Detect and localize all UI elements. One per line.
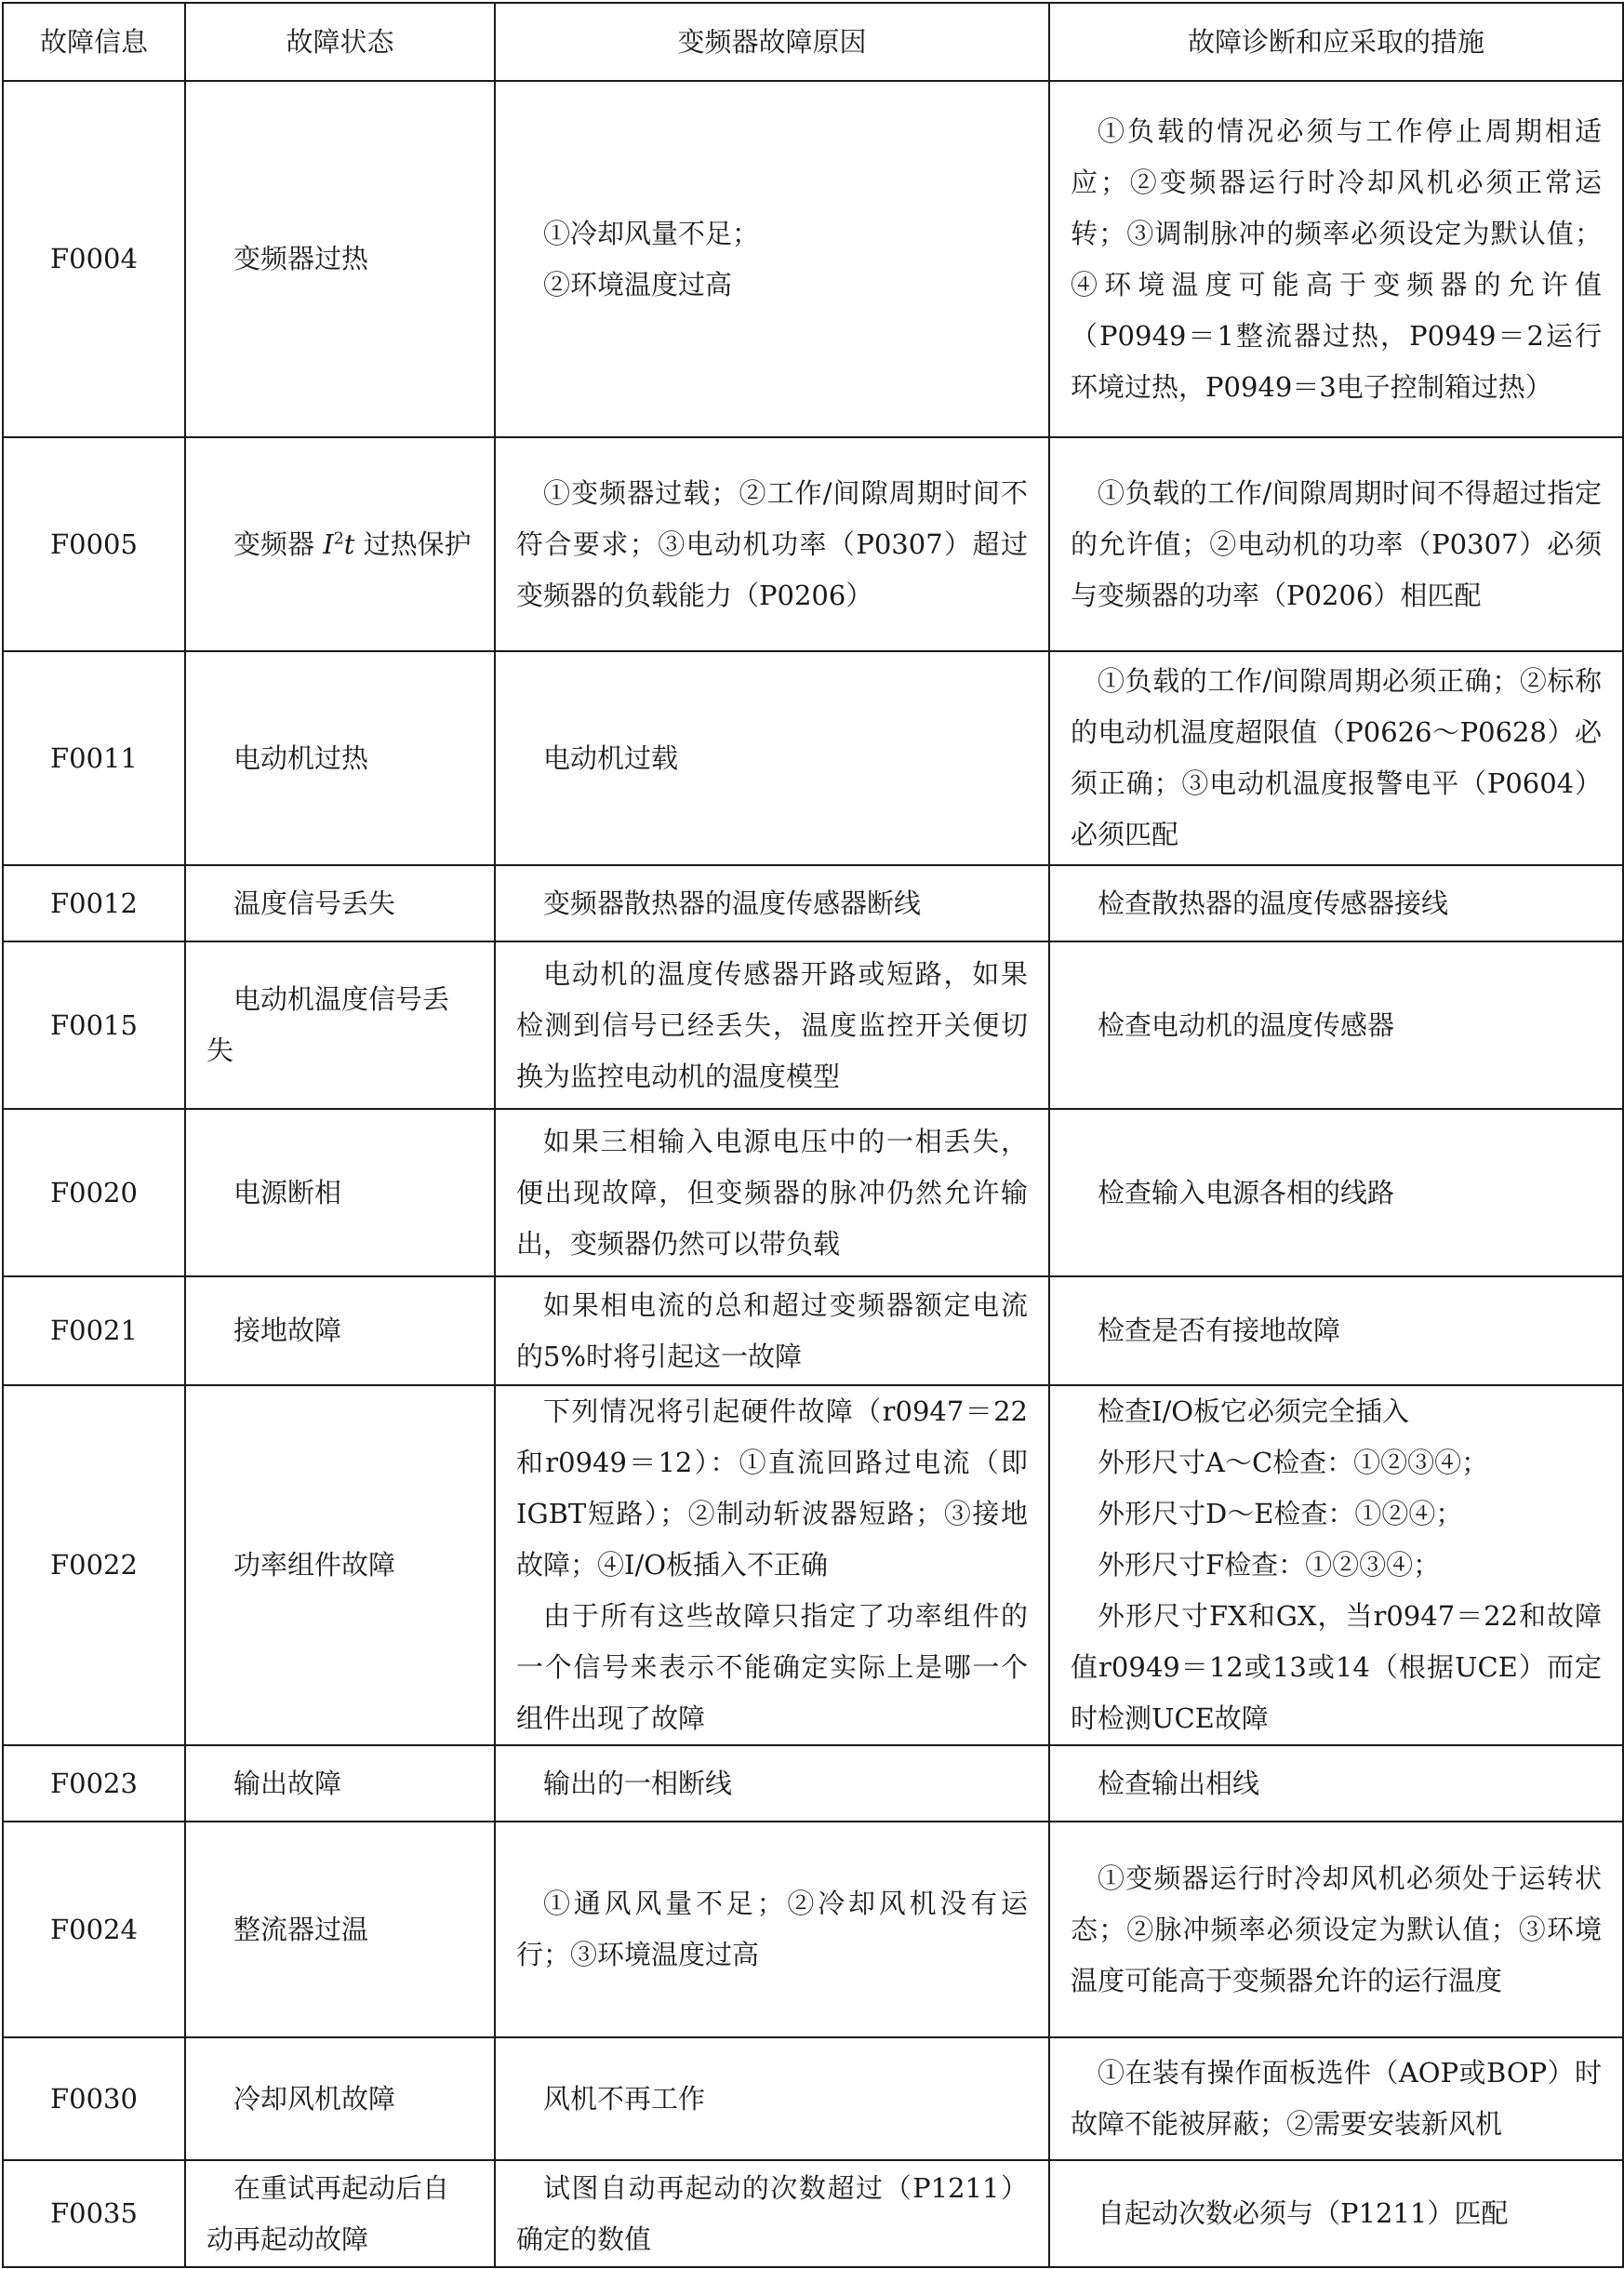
fault-state: 接地故障: [185, 1276, 495, 1385]
header-fault-info: 故障信息: [3, 3, 185, 81]
fault-code: F0023: [3, 1745, 185, 1822]
fault-action-line: 检查I/O板它必须完全插入: [1098, 1395, 1410, 1427]
fault-cause: 如果相电流的总和超过变频器额定电流的5%时将引起这一故障: [495, 1276, 1049, 1385]
fault-action-line: 外形尺寸FX和GX，当r0947＝22和故障值r0949＝12或13或14（根据UCE）而定时检测UCE故障: [1071, 1600, 1602, 1734]
fault-cause: 输出的一相断线: [495, 1745, 1049, 1822]
fault-action: ①负载的工作/间隙周期时间不得超过指定的允许值；②电动机的功率（P0307）必须与变频器的功率（P0206）相匹配: [1049, 437, 1623, 651]
fault-action: ①负载的情况必须与工作停止周期相适应；②变频器运行时冷却风机必须正常运转；③调制脉冲的频率必须设定为默认值；④环境温度可能高于变频器的允许值（P0949＝1整流器过热，P0949＝2运行环境过热，P0949＝3电子控制箱过热）: [1049, 81, 1623, 437]
fault-cause: 风机不再工作: [495, 2037, 1049, 2160]
table-row: [3, 865, 1623, 941]
fault-code: F0035: [3, 2160, 185, 2267]
fault-state: 在重试再起动后自动再起动故障: [185, 2160, 495, 2267]
table-row: [3, 1109, 1623, 1276]
fault-cause: ①通风风量不足；②冷却风机没有运行；③环境温度过高: [495, 1822, 1049, 2037]
fault-state: 电动机过热: [185, 651, 495, 865]
fault-action: [1049, 1385, 1623, 1745]
fault-code: F0015: [3, 941, 185, 1109]
table-row: [3, 2037, 1623, 2160]
table-row: [3, 1385, 1623, 1745]
fault-state-t: t: [343, 527, 355, 560]
fault-state-prefix: 变频器: [233, 527, 315, 560]
fault-state-superscript: 2: [333, 528, 344, 548]
fault-cause-line: ①冷却风量不足；: [543, 217, 760, 249]
fault-code: F0012: [3, 865, 185, 941]
fault-action: 检查电动机的温度传感器: [1049, 941, 1623, 1109]
fault-action: 检查输入电源各相的线路: [1049, 1109, 1623, 1276]
header-fault-state: 故障状态: [185, 3, 495, 81]
header-fault-cause: 变频器故障原因: [495, 3, 1049, 81]
table-row: [3, 437, 1623, 651]
fault-cause: 电动机过载: [495, 651, 1049, 865]
header-row: [3, 3, 1623, 81]
fault-cause: 试图自动再起动的次数超过（P1211）确定的数值: [495, 2160, 1049, 2267]
fault-action: 检查散热器的温度传感器接线: [1049, 865, 1623, 941]
fault-state: 整流器过温: [185, 1822, 495, 2037]
table-row: [3, 81, 1623, 437]
fault-state: 冷却风机故障: [185, 2037, 495, 2160]
table-row: [3, 1822, 1623, 2037]
fault-state: 温度信号丢失: [185, 865, 495, 941]
table-row: [3, 1276, 1623, 1385]
table-row: [3, 2160, 1623, 2267]
fault-action: 检查输出相线: [1049, 1745, 1623, 1822]
header-diagnosis-action: 故障诊断和应采取的措施: [1049, 3, 1623, 81]
fault-action-line: 外形尺寸D～E检查：①②④；: [1098, 1498, 1463, 1529]
fault-code: F0024: [3, 1822, 185, 2037]
fault-code: F0011: [3, 651, 185, 865]
fault-action-line: 外形尺寸A～C检查：①②③④；: [1098, 1447, 1489, 1478]
fault-action: ①在装有操作面板选件（AOP或BOP）时故障不能被屏蔽；②需要安装新风机: [1049, 2037, 1623, 2160]
fault-cause-line: ②环境温度过高: [543, 268, 733, 300]
fault-action: 自起动次数必须与（P1211）匹配: [1049, 2160, 1623, 2267]
fault-action: 检查是否有接地故障: [1049, 1276, 1623, 1385]
fault-cause-paragraph: 由于所有这些故障只指定了功率组件的一个信号来表示不能确定实际上是哪一个组件出现了故障: [516, 1600, 1028, 1734]
fault-code: F0030: [3, 2037, 185, 2160]
fault-state: 电源断相: [185, 1109, 495, 1276]
fault-state: 变频器过热: [185, 81, 495, 437]
fault-code: F0020: [3, 1109, 185, 1276]
table-row: [3, 1745, 1623, 1822]
fault-state: 电动机温度信号丢失: [185, 941, 495, 1109]
fault-action: ①变频器运行时冷却风机必须处于运转状态；②脉冲频率必须设定为默认值；③环境温度可能高于变频器允许的运行温度: [1049, 1822, 1623, 2037]
table-row: [3, 651, 1623, 865]
fault-cause: [495, 81, 1049, 437]
fault-cause: [495, 1385, 1049, 1745]
table-row: [3, 941, 1623, 1109]
fault-state: 功率组件故障: [185, 1385, 495, 1745]
fault-cause: ①变频器过载；②工作/间隙周期时间不符合要求；③电动机功率（P0307）超过变频器的负载能力（P0206）: [495, 437, 1049, 651]
fault-action-line: 外形尺寸F检查：①②③④；: [1098, 1549, 1441, 1581]
fault-code: F0021: [3, 1276, 185, 1385]
fault-state: 输出故障: [185, 1745, 495, 1822]
fault-state-I: I: [323, 527, 334, 560]
fault-code: F0005: [3, 437, 185, 651]
fault-cause-paragraph: 下列情况将引起硬件故障（r0947＝22和r0949＝12）：①直流回路过电流（即IGBT短路）；②制动斩波器短路；③接地故障；④I/O板插入不正确: [516, 1395, 1028, 1581]
fault-cause: 电动机的温度传感器开路或短路，如果检测到信号已经丢失，温度监控开关便切换为监控电动机的温度模型: [495, 941, 1049, 1109]
fault-cause: 变频器散热器的温度传感器断线: [495, 865, 1049, 941]
fault-action: ①负载的工作/间隙周期必须正确；②标称的电动机温度超限值（P0626～P0628）必须正确；③电动机温度报警电平（P0604）必须匹配: [1049, 651, 1623, 865]
fault-state: [185, 437, 495, 651]
fault-code: F0022: [3, 1385, 185, 1745]
fault-code: F0004: [3, 81, 185, 437]
fault-state-suffix: 过热保护: [363, 527, 472, 560]
fault-table: [2, 2, 1624, 2268]
fault-cause: 如果三相输入电源电压中的一相丢失，便出现故障，但变频器的脉冲仍然允许输出，变频器仍然可以带负载: [495, 1109, 1049, 1276]
